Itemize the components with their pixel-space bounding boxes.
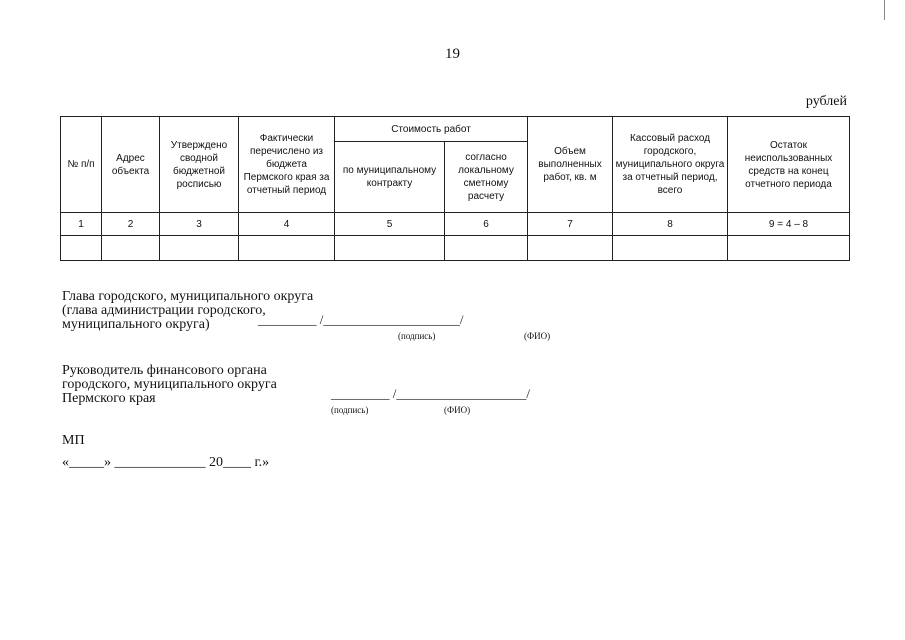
table-row — [61, 236, 850, 261]
header-cash-expense: Кассовый расход городского, муниципального округа за отчетный период, всего — [613, 117, 728, 213]
header-approved: Утверждено сводной бюджетной росписью — [160, 117, 239, 213]
header-cost-group: Стоимость работ — [335, 117, 528, 142]
empty-cell — [239, 236, 335, 261]
header-address: Адрес объекта — [102, 117, 160, 213]
empty-cell — [445, 236, 528, 261]
finance-title-line: городского, муниципального округа — [62, 377, 277, 392]
column-number: 6 — [445, 213, 528, 236]
finance-signature-title — [62, 364, 277, 406]
header-no: № п/п — [61, 117, 102, 213]
finance-name-hint: (ФИО) — [444, 405, 471, 415]
empty-cell — [61, 236, 102, 261]
empty-cell — [335, 236, 445, 261]
column-number: 1 — [61, 213, 102, 236]
header-transferred: Фактически перечислено из бюджета Пермского края за отчетный период — [239, 117, 335, 213]
head-title-line: муниципального округа) — [62, 317, 210, 332]
empty-cell — [102, 236, 160, 261]
header-cost-contract: по муниципальному контракту — [335, 142, 445, 213]
column-number: 8 — [613, 213, 728, 236]
head-title-line: (глава администрации городского, — [62, 303, 266, 318]
stamp-label: МП — [62, 433, 85, 448]
scan-edge-line — [884, 0, 885, 20]
header-remainder: Остаток неиспользованных средств на конец отчетного периода — [728, 117, 850, 213]
currency-unit-label: рублей — [805, 94, 847, 109]
finance-signature-line: _________ /____________________/ — [331, 386, 530, 401]
finance-title-line: Пермского края — [62, 391, 156, 406]
empty-cell — [528, 236, 613, 261]
header-cost-estimate: согласно локальному сметному расчету — [445, 142, 528, 213]
head-signature-hint: (подпись) — [398, 331, 436, 341]
empty-cell — [728, 236, 850, 261]
column-number: 9 = 4 – 8 — [728, 213, 850, 236]
head-title-line: Глава городского, муниципального округа — [62, 289, 314, 304]
column-number: 7 — [528, 213, 613, 236]
finance-signature-hint: (подпись) — [331, 405, 369, 415]
finance-title-line: Руководитель финансового органа — [62, 363, 267, 378]
date-line: «_____» _____________ 20____ г.» — [62, 455, 270, 470]
report-table — [60, 116, 850, 261]
empty-cell — [613, 236, 728, 261]
column-number-row — [61, 213, 850, 236]
page-number: 19 — [445, 46, 460, 62]
column-number: 3 — [160, 213, 239, 236]
header-volume: Объем выполненных работ, кв. м — [528, 117, 613, 213]
column-number: 4 — [239, 213, 335, 236]
empty-cell — [160, 236, 239, 261]
column-number: 2 — [102, 213, 160, 236]
head-name-hint: (ФИО) — [524, 331, 551, 341]
head-signature-line: _________ /_____________________/ — [258, 312, 464, 327]
column-number: 5 — [335, 213, 445, 236]
